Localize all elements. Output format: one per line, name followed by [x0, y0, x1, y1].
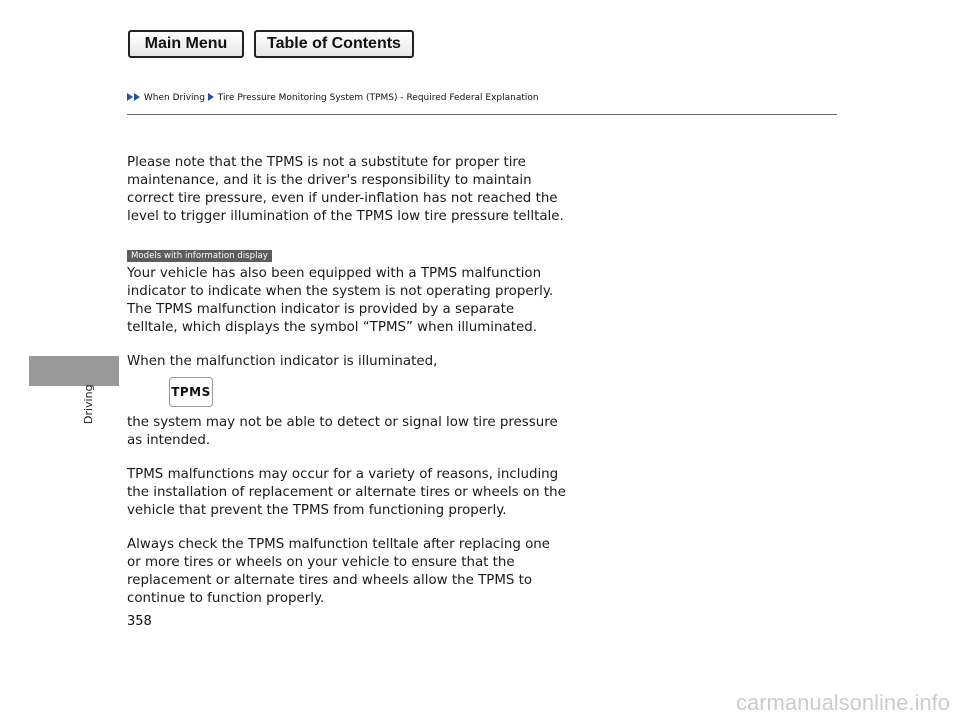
- header-divider: [127, 114, 837, 115]
- models-badge: Models with information display: [127, 250, 272, 262]
- table-of-contents-button[interactable]: Table of Contents: [254, 30, 414, 58]
- section-tab: [29, 356, 119, 386]
- breadcrumb-arrow-icon: [127, 93, 133, 101]
- page-number: 358: [127, 614, 152, 629]
- main-content: [127, 154, 567, 608]
- section-label: Driving: [82, 384, 95, 424]
- tpms-indicator-icon: TPMS: [169, 377, 213, 407]
- breadcrumb-item-when-driving[interactable]: When Driving: [143, 93, 205, 103]
- main-menu-button[interactable]: Main Menu: [128, 30, 244, 58]
- breadcrumb-item-tpms[interactable]: Tire Pressure Monitoring System (TPMS) - Required Federal Explanation: [217, 93, 539, 103]
- paragraph-may-not-detect: the system may not be able to detect or signal low tire pressure as intended.: [127, 415, 558, 448]
- paragraph-always-check: Always check the TPMS malfunction telltale after replacing one or more tires or wheels on your vehicle to ensure that the replacement or alternate tires and wheels allow the TPMS to continue to function properly.: [127, 537, 551, 606]
- watermark: carmanualsonline.info: [735, 690, 950, 715]
- breadcrumb-arrow-icon: [134, 93, 140, 101]
- paragraph-malfunction-reasons: TPMS malfunctions may occur for a variety of reasons, including the installation of replacement or alternate tires or wheels on the vehicle that prevent the TPMS from functioning properly.: [127, 467, 566, 518]
- paragraph-malfunction-indicator: Your vehicle has also been equipped with a TPMS malfunction indicator to indicate when the system is not operating properly. The TPMS malfunction indicator is provided by a separate telltale, which displays the symbol “TPMS” when illuminated.: [127, 266, 554, 335]
- paragraph-when-illuminated: When the malfunction indicator is illuminated,: [127, 354, 438, 369]
- breadcrumb: [127, 93, 539, 103]
- breadcrumb-arrow-icon: [208, 93, 214, 101]
- paragraph-substitute-note: Please note that the TPMS is not a substitute for proper tire maintenance, and it is the driver's responsibility to maintain correct tire pressure, even if under-inflation has not reached the level to trigger illumination of the TPMS low tire pressure telltale.: [127, 155, 564, 224]
